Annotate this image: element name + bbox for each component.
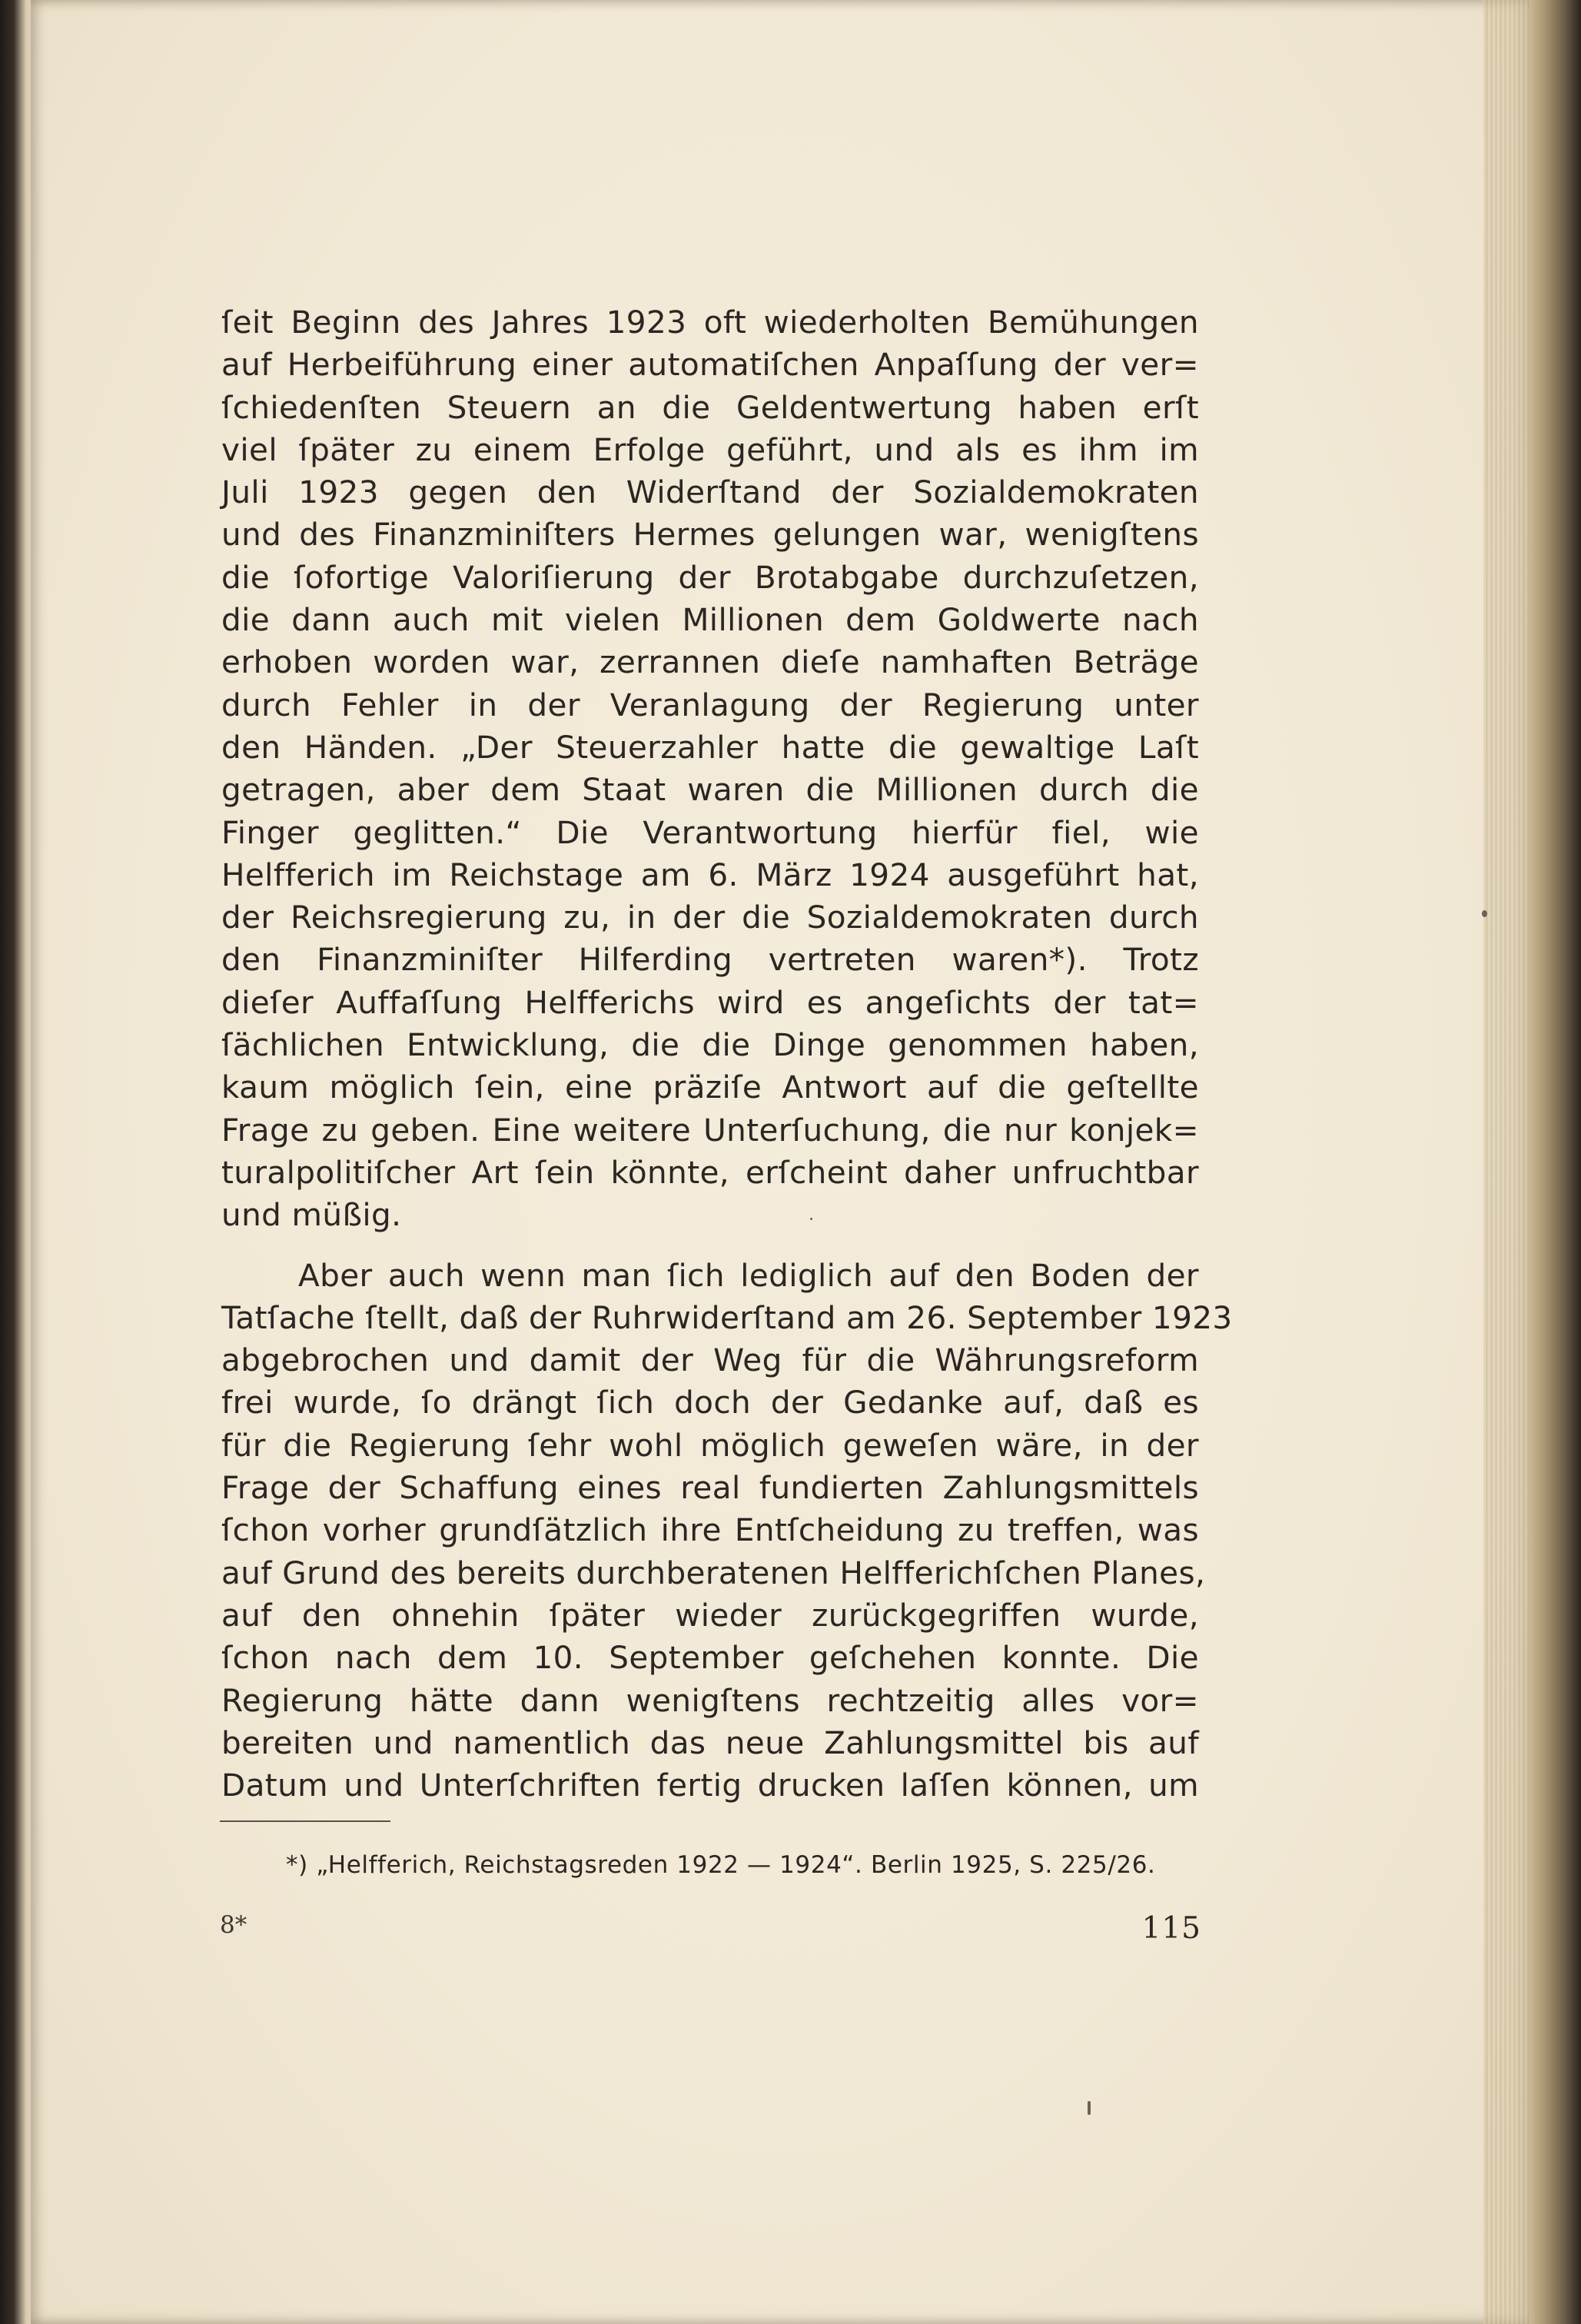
text-line: die ſofortige Valoriſierung der Brotabgabe durchzuſetzen, <box>221 558 1199 596</box>
text-line: Frage der Schaffung eines real fundierten Zahlungsmittels <box>221 1469 1199 1507</box>
text-line: auf Grund des bereits durchberatenen Helfferichſchen Planes, <box>221 1554 1206 1591</box>
text-line: Tatſache ſtellt, daß der Ruhrwiderſtand am 26. September 1923 <box>221 1298 1233 1336</box>
paper-speck <box>1482 910 1487 917</box>
text-line: ſächlichen Entwicklung, die die Dinge genommen haben, <box>221 1026 1199 1064</box>
text-line: getragen, aber dem Staat waren die Millionen durch die <box>221 771 1199 809</box>
paper-speck <box>810 1218 812 1220</box>
paragraph-gap <box>221 1237 1199 1255</box>
text-line: und des Finanzminiſters Hermes gelungen war, wenigſtens <box>221 516 1199 554</box>
page-edges <box>1483 0 1530 2324</box>
text-line: Regierung hätte dann wenigſtens rechtzeitig alles vor= <box>221 1681 1199 1719</box>
text-line: viel ſpäter zu einem Erfolge geführt, und als es ihm im <box>221 431 1199 468</box>
text-line: frei wurde, ſo drängt ſich doch der Gedanke auf, daß es <box>221 1384 1199 1421</box>
text-line: den Händen. „Der Steuerzahler hatte die gewaltige Laſt <box>221 728 1199 766</box>
text-line: bereiten und namentlich das neue Zahlungsmittel bis auf <box>221 1724 1199 1761</box>
text-line: auf Herbeiführung einer automatiſchen Anpaſſung der ver= <box>221 346 1199 384</box>
text-line: turalpolitiſcher Art ſein könnte, erſcheint daher unfruchtbar <box>221 1153 1199 1191</box>
text-line: Juli 1923 gegen den Widerſtand der Sozialdemokraten <box>221 474 1199 511</box>
text-line: dieſer Auffaſſung Helfferichs wird es angeſichts der tat= <box>221 983 1199 1021</box>
text-line: Aber auch wenn man ſich lediglich auf den Boden der <box>298 1256 1199 1294</box>
text-line: Frage zu geben. Eine weitere Unterſuchung, die nur konjek= <box>221 1111 1199 1149</box>
text-line: durch Fehler in der Veranlagung der Regierung unter <box>221 686 1199 723</box>
text-line: ſchiedenſten Steuern an die Geldentwertung haben erſt <box>221 388 1199 426</box>
body-text <box>221 301 1233 1807</box>
text-line: und müßig. <box>221 1196 402 1234</box>
text-line: ſchon vorher grundſätzlich ihre Entſcheidung zu treffen, was <box>221 1511 1199 1549</box>
text-line: den Finanzminiſter Hilferding vertreten waren*). Trotz <box>221 941 1199 979</box>
text-line: kaum möglich ſein, eine präziſe Antwort auf die geſtellte <box>221 1069 1199 1106</box>
paper-speck <box>1088 2101 1091 2115</box>
text-line: der Reichsregierung zu, in der die Sozialdemokraten durch <box>221 899 1199 936</box>
text-line: auf den ohnehin ſpäter wieder zurückgegriffen wurde, <box>221 1596 1199 1634</box>
page-number: 115 <box>1141 1911 1201 1946</box>
text-line: ſeit Beginn des Jahres 1923 oft wiederholten Bemühungen <box>221 304 1199 341</box>
text-line: für die Regierung ſehr wohl möglich geweſen wäre, in der <box>221 1426 1199 1464</box>
text-line: Helfferich im Reichstage am 6. März 1924 ausgeführt hat, <box>221 856 1199 893</box>
text-line: ſchon nach dem 10. September geſchehen konnte. Die <box>221 1639 1199 1677</box>
footnote-rule <box>220 1820 390 1822</box>
footnote: *) „Helfferich, Reichstagsreden 1922 — 1924“. Berlin 1925, S. 225/26. <box>286 1851 1156 1879</box>
text-line: erhoben worden war, zerrannen dieſe namhaften Beträge <box>221 643 1199 681</box>
text-line: Datum und Unterſchriften fertig drucken laſſen können, um <box>221 1767 1199 1804</box>
text-line: Finger geglitten.“ Die Verantwortung hierfür fiel, wie <box>221 813 1199 851</box>
signature-mark: 8* <box>220 1911 247 1939</box>
text-line: abgebrochen und damit der Weg für die Währungsreform <box>221 1342 1199 1379</box>
text-line: die dann auch mit vielen Millionen dem Goldwerte nach <box>221 601 1199 639</box>
